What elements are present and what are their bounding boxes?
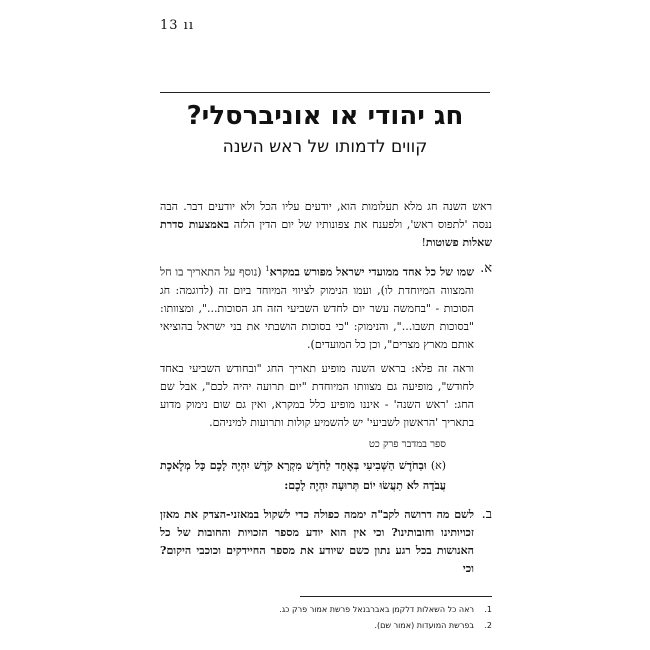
footnotes: [160, 602, 492, 634]
question-item-b: [160, 506, 492, 578]
title-top-rule: [160, 92, 490, 93]
item-subparagraph: וראה זה פלא: בראש השנה מופיע תאריך החג "ובחודש השביעי באחד לחודש", מופיעה גם מצוותו המיוחדת "יום תרועה יהיה לכם", אבל שם החג: 'ראש השנה' - איננו מופיע כלל במקרא, ואין גם שום נימוק מדוע בתאריך 'הראשון לשביעי' יש להשמיע קולות ותרועות למיניהם.: [160, 361, 474, 429]
footnote-rule: [300, 596, 492, 597]
verse-quote: (א) וּבַחֹדֶשׁ הַשְּׁבִיעִי בְּאֶחָד לַחֹדֶשׁ מִקְרָא קֹדֶשׁ יִהְיֶה לָכֶם כָּל מְלֶאכֶת עֲבֹדָה לֹא תַעֲשׂוּ יוֹם תְּרוּעָה יִהְיֶה לָכֶם:: [160, 458, 446, 492]
chapter-title: חג יהודי או אוניברסלי?: [186, 101, 464, 131]
footnote-1: 1.ראה כל השאלות דלקמן באברבנאל פרשת אמור פרק כג.: [279, 605, 492, 614]
source-reference: ספר במדבר פרק כט: [368, 438, 446, 450]
page-number-ornament: ıı: [178, 18, 194, 33]
page-number: 13 ıı: [160, 18, 194, 33]
item-text: שמו של כל אחד ממועדי ישראל מפורש במקרא$^1$ (נוסף על התאריך בו חל והמצווה המיוחדת לו), ועמו הנימוק לציווי המיוחד ביום זה (לדוגמה: חג הסוכות - "בחמשה עשר יום לחדש השביעי הזה חג הסוכות...", ומצוותו: "בסוכות תשבו...", והנימוק: "כי בסוכות הושבתי את בני ישראל בהוציאי אותם מארץ מצרים", וכן כל המועדים).: [160, 265, 474, 351]
footnote-ref: 1: [265, 265, 270, 273]
item-letter: ב.: [481, 506, 492, 522]
item-text: לשם מה דרושה לקב"ה יממה כפולה כדי לשקול במאזני-הצדק את מאזן זכויותינו וחובותינו? וכי אין הוא יודע מספר הזכויות והחובות של כל האנושות בכל רגע נתון כשם שיודע את מספר החיידקים וכוכבי היקום? וכי: [160, 507, 474, 575]
question-item-a: [160, 260, 492, 496]
chapter-subtitle: קווים לדמותו של ראש השנה: [222, 137, 428, 157]
footnote-2: 2.בפרשת המועדות (אמור שם).: [374, 621, 492, 630]
body-text: [160, 198, 492, 586]
intro-paragraph: ראש השנה חג מלא תעלומות הוא, יודעים עליו הכל ולא יודעים דבר. הבה ננסה 'לתפוס ראש', ולפענח את צפונותיו של יום הדין הלזה באמצעות סדרת שאלות פשוטות!: [160, 200, 492, 249]
item-letter: א.: [480, 261, 492, 276]
